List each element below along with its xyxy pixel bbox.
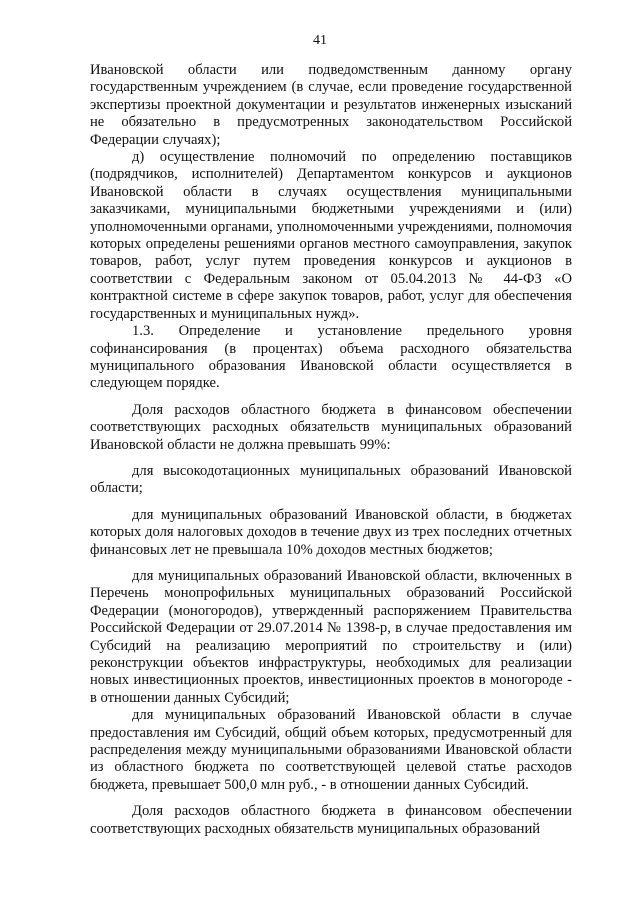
page-number: 41: [313, 33, 327, 48]
paragraph-share-99-percent: Доля расходов областного бюджета в финансовом обеспечении соответствующих расходных обязательств муниципальных образований Ивановской области не должна превышать 99%:: [90, 401, 572, 453]
paragraph-list-item: для муниципальных образований Ивановской области в случае предоставления им Субсидий, общий объем которых, предусмотренный для распределения между муниципальными образованиями Ивановской области из областного бюджета по соответствующей целевой статье расходов бюджета, превышает 500,0 млн руб., - в отношении данных Субсидий.: [90, 707, 572, 793]
paragraph-list-item: для муниципальных образований Ивановской области, включенных в Перечень монопрофильных муниципальных образований Российской Федерации (моногородов), утвержденный распоряжением Правительства Российской Федерации от 29.07.2014 № 1398-р, в случае предоставления им Субсидий на реализацию мероприятий по строительству и (или) реконструкции объектов инфраструктуры, необходимых для реализации новых инвестиционных проектов, инвестиционных проектов в моногороде - в отношении данных Субсидий;: [90, 567, 572, 706]
paragraph-list-item: для муниципальных образований Ивановской области, в бюджетах которых доля налоговых доходов в течение двух из трех последних отчетных финансовых лет не превышала 10% доходов местных бюджетов;: [90, 506, 572, 558]
paragraph-list-item: для высокодотационных муниципальных образований Ивановской области;: [90, 462, 572, 497]
paragraph-section-1-3: 1.3. Определение и установление предельного уровня софинансирования (в процентах) объема расходного обязательства муниципального образования Ивановской области осуществляется в следующем порядке.: [90, 323, 572, 392]
paragraph-continuation: Ивановской области или подведомственным данному органу государственным учреждением (в случае, если проведение государственной экспертизы проектной документации и результатов инженерных изысканий не обязательно в предусмотренных законодательством Российской Федерации случаях);: [90, 62, 572, 148]
document-body: [90, 62, 572, 838]
paragraph-item-d: д) осуществление полномочий по определению поставщиков (подрядчиков, исполнителей) Департаментом конкурсов и аукционов Ивановской области в случаях осуществления муниципальными заказчиками, муниципальными бюджетными учреждениями и (или) уполномоченными органами, уполномоченными учреждениями, полномочия которых определены решениями органов местного самоуправления, закупок товаров, работ, услуг путем проведения конкурсов и аукционов в соответствии с Федеральным законом от 05.04.2013 № 44-ФЗ «О контрактной системе в сфере закупок товаров, работ, услуг для обеспечения государственных и муниципальных нужд».: [90, 149, 572, 322]
paragraph-share-continuation: Доля расходов областного бюджета в финансовом обеспечении соответствующих расходных обязательств муниципальных образований: [90, 803, 572, 837]
